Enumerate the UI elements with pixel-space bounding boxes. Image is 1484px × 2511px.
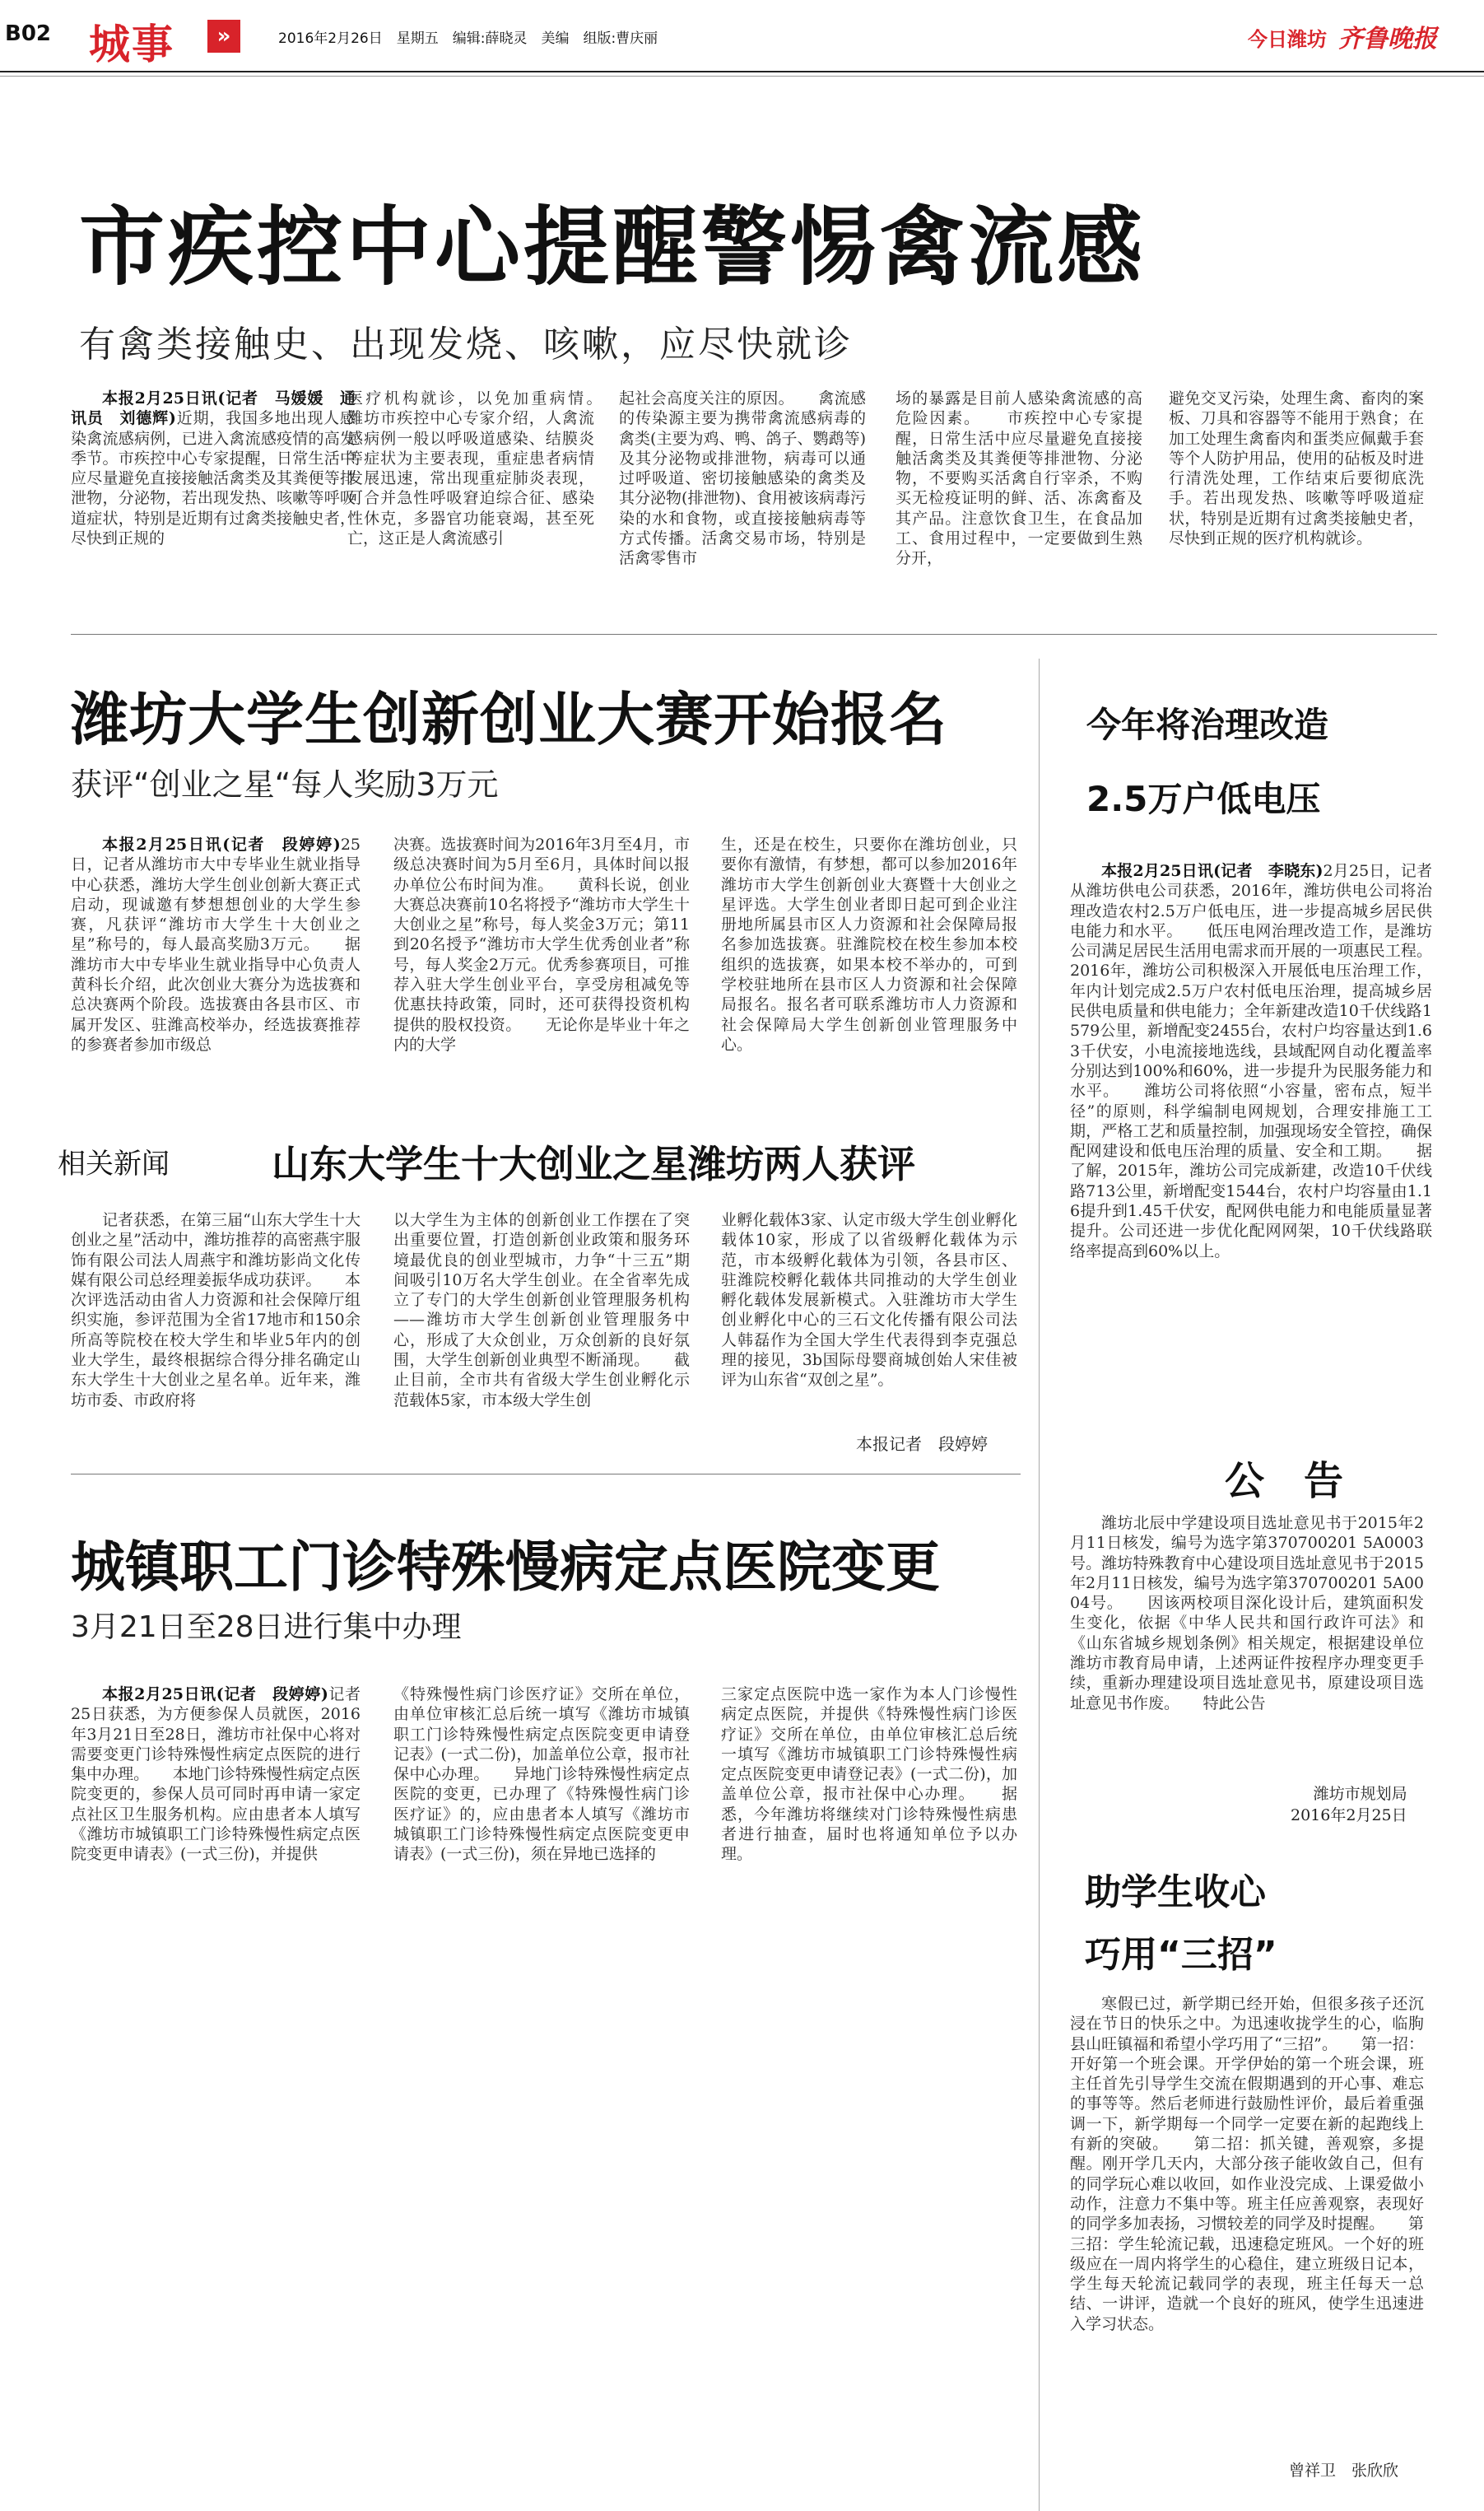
story3-column-3 [721,1684,1017,1915]
related-headline: 山东大学生十大创业之星潍坊两人获评 [272,1142,915,1186]
lead-subheadline: 有禽类接触史、出现发烧、咳嗽，应尽快就诊 [79,324,853,366]
story2-column-3 [721,835,1017,1100]
lead-column-3 [619,389,866,613]
related-column-3 [721,1210,1017,1424]
side1-body [1070,861,1432,1437]
lead-col5-text: 避免交叉污染，处理生禽、畜肉的案板、刀具和容器等不能用于熟食；在加工处理生禽畜肉和蛋类应佩戴手套等个人防护用品，使用的砧板及时进行清洗处理，工作结束后要彻底洗手。若出现发热、咳嗽等呼吸道症状，特别是近期有过禽类接触史者，尽快到正规的医疗机构就诊。 [1169,389,1424,548]
header-rule [0,71,1484,72]
header-rule-thin [0,76,1484,77]
edition-name: 今日潍坊 [1248,28,1327,51]
related-col1-text: 记者获悉，在第三届“山东大学生十大创业之星”活动中，潍坊推荐的高密燕宇服饰有限公司法人周燕宇和潍坊影尚文化传媒有限公司总经理姜振华成功获评。 本次评选活动由省人力资源和社会保障厅组织实施，参评范围为全省17地市和150余所高等院校在校大学生和毕业5年内的创业大学生，最终根据综合得分排名确定山东大学生十大创业之星名单。近年来，潍坊市委、市政府将 [71,1211,361,1409]
notice-date: 2016年2月25日 [1291,1806,1407,1824]
story3-col2-text: 《特殊慢性病门诊医疗证》交所在单位，由单位审核汇总后统一填写《潍坊市城镇职工门诊特殊慢性病定点医院变更申请登记表》(一式二份)，加盖单位公章，报市社保中心办理。 异地门诊特殊慢性病定点医院的变更，已办理了《特殊慢性病门诊医疗证》的，应由患者本人填写《潍坊市城镇职工门诊特殊慢性病定点医院变更申请表》(一式三份)，须在异地已选择的 [393,1685,690,1864]
lead-headline: 市疾控中心提醒警惕禽流感 [79,197,1147,297]
notice-title: 公 告 [1225,1458,1344,1504]
story2-headline: 潍坊大学生创新创业大赛开始报名 [71,686,947,753]
story2-subheadline: 获评“创业之星“每人奖励3万元 [71,766,499,803]
story2-col3-text: 生，还是在校生，只要你在潍坊创业，只要你有激情，有梦想，都可以参加2016年潍坊市大学生创新创业大赛暨十大创业之星评选。大学生创业者即日起可到企业注册地所属县市区人力资源和社会保障局报名参加选拔赛。驻潍院校在校生参加本校组织的选拔赛，如果本校不举办的，可到学校驻地所在县市区人力资源和社会保障局报名。报名者可联系潍坊市人力资源和社会保障局大学生创新创业管理服务中心。 [721,836,1017,1054]
side2-headline-line1: 助学生收心 [1085,1871,1266,1913]
related-signature: 本报记者 段婷婷 [856,1434,988,1454]
story3-column-2 [393,1684,690,1915]
right-rail-divider [1039,659,1040,2511]
story2-col1-text: 25日，记者从潍坊市大中专毕业生就业指导中心获悉，潍坊大学生创业创新大赛正式启动，现诚邀有梦想想创业的大学生参赛，凡获评“潍坊市大学生十大创业之星”称号的，每人最高奖励3万元。 据潍坊市大中专毕业生就业指导中心负责人黄科长介绍，此次创业大赛分为选拔赛和总决赛两个阶段。选拔赛由各县市区、市属开发区、驻潍高校举办，经选拔赛推荐的参赛者参加市级总 [71,836,361,1054]
lead-col4-text: 场的暴露是目前人感染禽流感的高危险因素。 市疾控中心专家提醒，日常生活中应尽量避免直接接触活禽类及其粪便等排泄物、分泌物，不要购买活禽自行宰杀，不购买无检疫证明的鲜、活、冻禽畜及其产品。注意饮食卫生，在食品加工、食用过程中，一定要做到生熟分开， [896,389,1142,568]
related-col3-text: 业孵化载体3家、认定市级大学生创业孵化载体10家，形成了以省级孵化载体为示范，市本级孵化载体为引领，各县市区、驻潍院校孵化载体共同推动的大学生创业孵化载体发展新模式。入驻潍坊市大学生创业孵化中心的三石文化传播有限公司法人韩磊作为全国大学生代表得到李克强总理的接见，3b国际母婴商城创始人宋佳被评为山东省“双创之星”。 [721,1211,1017,1390]
section-badge [82,12,255,68]
side1-text: 2月25日，记者从潍坊供电公司获悉，2016年，潍坊供电公司将治理改造农村2.5万户低电压，进一步提高城乡居民供电能力和水平。 低压电网治理改造工作，是潍坊公司满足居民生活用电需求而开展的一项惠民工程。2016年，潍坊公司积极深入开展低电压治理工作，年内计划完成2.5万户农村低电压治理，提高城乡居民供电质量和供电能力；全年新建改造10千伏线路1579公里，新增配变2455台，农村户均容量达到1.63千伏安，小电流接地选线，县域配网自动化覆盖率分别达到100%和60%，进一步提升为民服务能力和水平。 潍坊公司将依照“小容量，密布点，短半径”的原则，科学编制电网规划，合理安排施工工期，严格工艺和质量控制，加强现场安全管控，确保配网建设和低电压治理的质量、安全和工期。 据了解，2015年，潍坊公司完成新建，改造10千伏线路713公里，新增配变1544台，农村户均容量由1.16提升到1.45千伏安，配网供电能力和电能质量显著提升。公司还进一步优化配网网架，10千伏线路联络率提高到60%以上。 [1070,862,1432,1260]
notice-issuer: 潍坊市规划局 [1313,1785,1407,1803]
lead-bottom-rule [71,634,1437,635]
notice-text: 潍坊北辰中学建设项目选址意见书于2015年2月11日核发，编号为选字第370700201 5A0003号。潍坊特殊教育中心建设项目选址意见书于2015年2月11日核发，编号为选字第370700201 5A0004号。 因该两校项目深化设计后，建筑面积发生变化，依据《中华人民共和国行政许可法》和《山东省城乡规划条例》相关规定，根据建设单位潍坊市教育局申请，上述两证件按程序办理变更手续，重新办理建设项目选址意见书，原建设项目选址意见书作废。 特此公告 [1070,1514,1424,1712]
section-arrow-icon: » [207,20,240,53]
notice-body [1070,1513,1424,1777]
story3-byline: 本报2月25日讯(记者 段婷婷) [102,1685,328,1703]
story3-column-1 [71,1684,361,1915]
side1-byline: 本报2月25日讯(记者 李晓东) [1101,862,1324,880]
story3-col3-text: 三家定点医院中选一家作为本人门诊慢性病定点医院，并提供《特殊慢性病门诊医疗证》交所在单位，由单位审核汇总后统一填写《潍坊市城镇职工门诊特殊慢性病定点医院变更申请登记表》(一式二份)，加盖单位公章，报市社保中心办理。 据悉，今年潍坊将继续对门诊特殊慢性病患者进行抽查，届时也将通知单位予以办理。 [721,1685,1017,1864]
lead-col2-text: 医疗机构就诊，以免加重病情。 潍坊市疾控中心专家介绍，人禽流感病例一般以呼吸道感染、结膜炎等症状为主要表现，重症患者病情发展迅速，常出现重症肺炎表现，可合并急性呼吸窘迫综合征、感染性休克，多器官功能衰竭，甚至死亡，这正是人禽流感引 [347,389,626,548]
side1-headline-line2: 2.5万户低电压 [1086,779,1321,819]
lead-column-2 [347,389,626,613]
lead-column-1 [71,389,356,613]
story2-col2-text: 决赛。选拔赛时间为2016年3月至4月，市级总决赛时间为5月至6月，具体时间以报办单位公布时间为准。 黄科长说，创业大赛总决赛前10名将授予“潍坊市大学生十大创业之星”称号，每人奖金3万元；第11到20名授予“潍坊市大学生优秀创业者”称号，每人奖金2万元。优秀参赛项目，可推荐入驻大学生创业平台，享受房租减免等优惠扶持政策，同时，还可获得投资机构提供的股权投资。 无论你是毕业十年之内的大学 [393,836,690,1054]
story2-column-2 [393,835,690,1100]
story3-subheadline: 3月21日至28日进行集中办理 [71,1610,462,1644]
story2-column-1 [71,835,361,1100]
lead-column-5 [1169,389,1424,613]
lead-col3-text: 起社会高度关注的原因。 禽流感的传染源主要为携带禽流感病毒的禽类(主要为鸡、鸭、鸽子、鹦鹉等)及其分泌物或排泄物，病毒可以通过呼吸道、密切接触感染的禽类及其分泌物(排泄物)、食用被该病毒污染的水和食物，或直接接触病毒等方式传播。活禽交易市场，特别是活禽零售市 [619,389,866,568]
side2-text: 寒假已过，新学期已经开始，但很多孩子还沉浸在节日的快乐之中。为迅速收拢学生的心，临朐县山旺镇福和希望小学巧用了“三招”。 第一招：开好第一个班会课。开学伊始的第一个班会课，班主任首先引导学生交流在假期遇到的开心事、难忘的事等等。然后老师进行鼓励性评价，最后着重强调一下，新学期每一个同学一定要在新的起跑线上有新的突破。 第二招：抓关键，善观察，多提醒。刚开学几天内，大部分孩子能收敛自己，但有的同学玩心难以收回，如作业没完成、上课爱做小动作，注意力不集中等。班主任应善观察，表现好的同学多加表扬，习惯较差的同学及时提醒。 第三招：学生轮流记载，迅速稳定班风。一个好的班级应在一周内将学生的心稳住，建立班级日记本，学生每天轮流记载同学的表现，班主任每天一总结、一讲评，造就一个良好的班风，使学生迅速进入学习状态。 [1070,1995,1424,2333]
issue-date-line: 2016年2月26日 星期五 编辑:薛晓灵 美编 组版:曹庆丽 [278,30,658,47]
section-title: 城事 [89,21,174,68]
side2-headline-line2: 巧用“三招” [1085,1934,1277,1976]
related-col2-text: 以大学生为主体的创新创业工作摆在了突出重要位置，打造创新创业政策和服务环境最优良的创业型城市，力争“十三五”期间吸引10万名大学生创业。在全省率先成立了专门的大学生创新创业管理服务机构——潍坊市大学生创新创业管理服务中心，形成了大众创业，万众创新的良好氛围，大学生创新创业典型不断涌现。 截止目前，全市共有省级大学生创业孵化示范载体5家，市本级大学生创 [393,1211,690,1409]
story3-col1-text: 记者25日获悉，为方便参保人员就医，2016年3月21日至28日，潍坊市社保中心将对需要变更门诊特殊慢性病定点医院的进行集中办理。 本地门诊特殊慢性病定点医院变更的，参保人员可同时再申请一家定点社区卫生服务机构。应由患者本人填写《潍坊市城镇职工门诊特殊慢性病定点医院变更申请表》(一式三份)，并提供 [71,1685,361,1864]
newspaper-logo: 齐鲁晚报 [1338,25,1437,54]
lead-col1-text: 近期，我国多地出现人感染禽流感病例，已进入禽流感疫情的高发季节。市疾控中心专家提醒，日常生活中应尽量避免直接接触活禽类及其粪便等排泄物，分泌物，若出现发热、咳嗽等呼吸道症状，特别是近期有过禽类接触史者，尽快到正规的 [71,409,356,548]
story3-headline: 城镇职工门诊特殊慢病定点医院变更 [71,1535,940,1599]
lead-column-4 [896,389,1142,613]
side2-signature: 曾祥卫 张欣欣 [1289,2462,1399,2480]
lead-byline: 本报2月25日讯(记者 马媛媛 通讯员 刘德辉) [71,389,356,428]
side2-body [1070,1994,1424,2455]
story2-byline: 本报2月25日讯(记者 段婷婷) [102,836,341,854]
related-column-2 [393,1210,690,1457]
page-number: B02 [5,21,51,46]
side1-headline-line1: 今年将治理改造 [1086,705,1329,745]
related-news-label: 相关新闻 [58,1148,170,1181]
related-column-1 [71,1210,361,1457]
notice-signature [1291,1783,1407,1826]
